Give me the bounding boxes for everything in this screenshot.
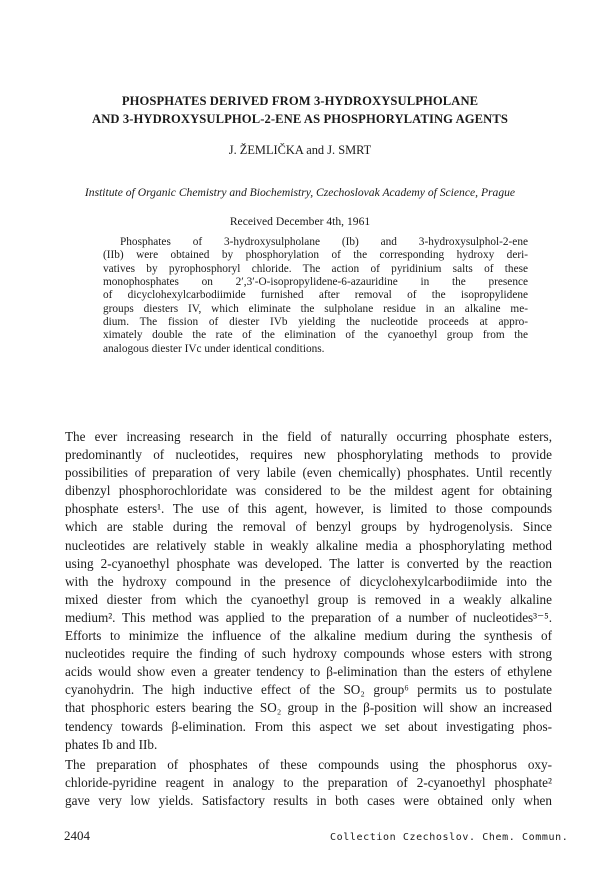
abstract-line: analogous diester IVc under identical conditions. (103, 342, 325, 355)
body-line: gave very low yields. Satisfactory results in both cases were obtained only when (65, 792, 552, 808)
body-line: The preparation of phosphates of these compounds using the phosphorus oxy- (65, 756, 552, 772)
abstract-line: monophosphates on 2′,3′-O-isopropylidene-6-azauridine in the presence (103, 276, 528, 289)
body-line: Efforts to minimize the influence of the alkaline medium during the synthesis of (65, 628, 552, 644)
body-line: phosphate esters¹. The use of this agent, however, is limited to those compounds (65, 501, 552, 517)
abstract-line: dium. The fission of diester IVb yielding the nucleotide proceeds at appro- (103, 316, 528, 329)
body-line: dibenzyl phosphorochloridate was considered to be the mildest agent for obtaining (65, 483, 552, 499)
body-line: using 2-cyanoethyl phosphate was developed. The latter is converted by the reaction (65, 555, 552, 571)
body-line: medium². This method was applied to the preparation of a number of nucleotides³⁻⁵. (65, 609, 552, 625)
received-date: Received December 4th, 1961 (229, 215, 371, 228)
affiliation: Institute of Organic Chemistry and Biochemistry, Czechoslovak Academy of Science, Prague (84, 186, 516, 199)
body-line: possibilities of preparation of very labile (even chemically) phosphates. Until recently (65, 465, 552, 481)
body-line: tendency towards β-elimination. From this aspect we set about investigating phos- (65, 718, 552, 734)
abstract-line: ximately double the rate of the elimination of the cyanoethyl group from the (103, 329, 528, 342)
abstract-line: of dicyclohexylcarbodiimide furnished after removal of the isopropylidene (103, 289, 528, 302)
body-line: cyanohydrin. The high inductive effect of the SO₂ group⁶ permits us to postulate (65, 682, 552, 698)
page-number: 2404 (64, 828, 90, 843)
paper-title (40, 92, 560, 128)
body-line: acids would show even a greater tendency to β-elimination than the esters of ethylene (65, 664, 552, 680)
title-line-2: AND 3-HYDROXYSULPHOL-2-ENE AS PHOSPHORYLATING AGENTS (92, 112, 508, 126)
body-text (65, 428, 552, 810)
journal-name: Collection Czechoslov. Chem. Commun. (330, 832, 569, 843)
body-line: nucleotides are relatively stable in weakly alkaline media a phosphorylating method (65, 537, 552, 553)
body-paragraph-2 (65, 756, 552, 810)
body-line: chloride-pyridine reagent in analogy to the preparation of 2-cyanoethyl phosphate² (65, 774, 552, 790)
authors: J. ŽEMLIČKA and J. SMRT (228, 143, 372, 157)
abstract-line: vatives by pyrophosphoryl chloride. The action of pyridinium salts of these (103, 262, 528, 275)
abstract (103, 236, 528, 356)
body-line: that phosphoric esters bearing the SO₂ group in the β-position will show an increased (65, 700, 552, 716)
body-line: with the hydroxy compound in the presence of dicyclohexylcarbodiimide into the (65, 573, 552, 589)
abstract-line: (IIb) were obtained by phosphorylation of the corresponding hydroxy deri- (103, 249, 528, 262)
abstract-line: groups diesters IV, which eliminate the sulpholane residue in an alkaline me- (103, 302, 528, 315)
body-line: The ever increasing research in the field of naturally occurring phosphate esters, (65, 429, 552, 444)
body-line: predominantly of nucleotides, requires new phosphorylating methods to provide (65, 447, 552, 463)
title-line-1: PHOSPHATES DERIVED FROM 3-HYDROXYSULPHOLANE (121, 94, 479, 108)
body-line: mixed diester from which the cyanoethyl group is removed in a weakly alkaline (65, 591, 552, 607)
body-line: which are stable during the removal of benzyl groups by hydrogenolysis. Since (65, 519, 552, 535)
body-line: nucleotides require the finding of such hydroxy compounds whose esters with strong (65, 646, 552, 662)
body-line: phates Ib and IIb. (65, 736, 158, 752)
body-paragraph-1 (65, 428, 552, 754)
abstract-line: Phosphates of 3-hydroxysulpholane (Ib) and 3-hydroxysulphol-2-ene (120, 236, 528, 248)
